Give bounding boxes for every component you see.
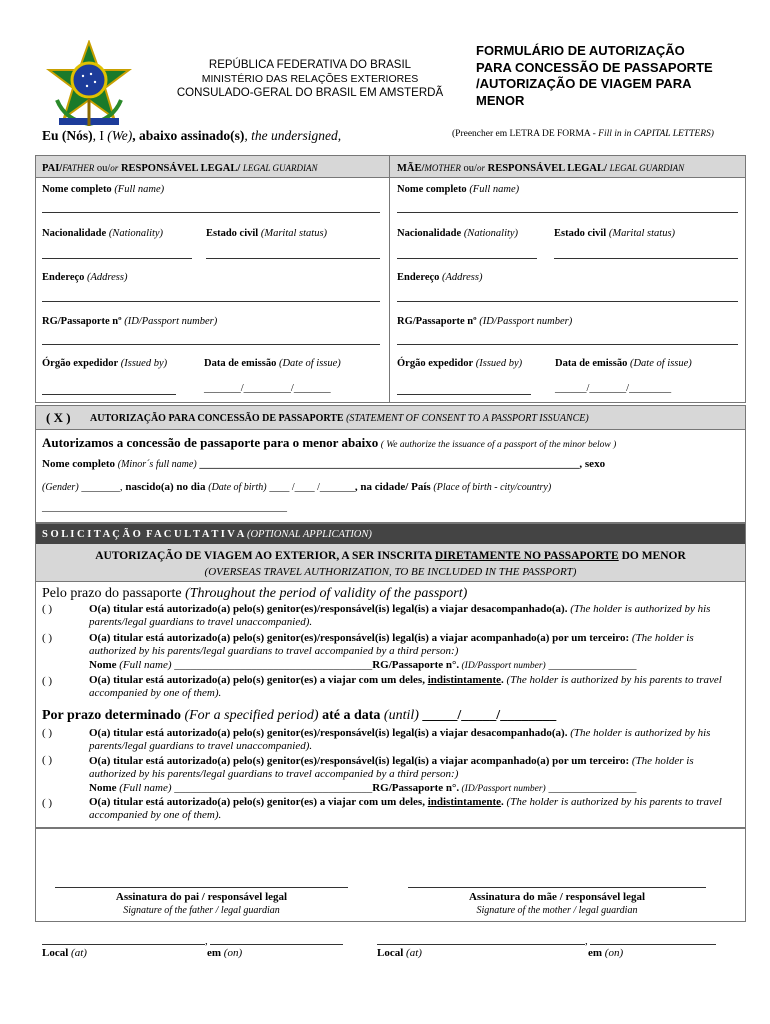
father-guardian-pt: RESPONSÁVEL LEGAL/ <box>118 163 243 174</box>
parents-divider <box>389 156 390 402</box>
optional-title-c: DO MENOR <box>618 550 686 562</box>
birthdate-field[interactable]: ____ /____ /_______ <box>269 482 355 493</box>
consulate-label: CONSULADO-GERAL DO BRASIL EM AMSTERDÃ <box>176 87 444 99</box>
consulate-header <box>150 58 470 100</box>
p2o2-pt: O(a) titular está autorizado(a) pelo(s) genitor(es)/responsável(is) legal(is) a viajar acompanhado(a) por um terceiro: <box>89 755 630 767</box>
mother-name-en: (Full name) <box>466 184 520 195</box>
father-heading-en: FATHER <box>62 163 95 173</box>
father-nat-en: (Nationality) <box>106 228 164 239</box>
father-address-field[interactable] <box>42 301 380 302</box>
p2o2-en: (The holder is authorized by his parents/legal guardians to travel accompanied by a third person:) <box>89 755 694 780</box>
mother-date-sign-field[interactable] <box>590 944 716 945</box>
authorize-statement <box>42 435 616 451</box>
mother-local-en: (at) <box>403 947 422 959</box>
p1o3-pt-c: . <box>501 674 504 686</box>
father-civil-field[interactable] <box>206 258 380 259</box>
mother-heading <box>397 163 684 174</box>
ministry-label: MINISTÉRIO DAS RELAÇÕES EXTERIORES <box>201 73 419 85</box>
city-pt: , na cidade/ País <box>354 481 431 493</box>
p2o1-en: (The holder is authorized by his parents/legal guardians to travel unaccompanied). <box>89 727 711 752</box>
passport-title <box>90 413 589 424</box>
form-title-line-2: PARA CONCESSÃO DE PASSAPORTE <box>476 59 713 75</box>
father-addr-en: (Address) <box>84 272 128 283</box>
p1o3-pt-a: O(a) titular está autorizado(a) pelo(s) genitor(es) a viajar com um deles, <box>89 674 428 686</box>
minor-birth-row <box>42 481 742 493</box>
minor-name-pt: Nome completo <box>42 458 116 470</box>
p2-third-name-en: (Full name) <box>116 782 172 794</box>
father-local-en: (at) <box>68 947 87 959</box>
period1-third-person-row <box>89 659 636 673</box>
born-en: (Date of birth) <box>208 482 267 493</box>
p1-third-id-pt: RG/Passaporte n°. <box>372 659 460 671</box>
born-pt: nascido(a) no dia <box>125 481 206 493</box>
father-em-pt: em <box>207 947 222 959</box>
passport-title-en: (STATEMENT OF CONSENT TO A PASSPORT ISSUANCE) <box>343 413 589 424</box>
mother-guardian-en: LEGAL GUARDIAN <box>609 163 685 173</box>
period1-opt1-checkbox[interactable]: ( ) <box>42 603 53 615</box>
optional-title-pt <box>36 550 745 562</box>
father-addr-pt: Endereço <box>42 272 85 283</box>
period2-opt3-text <box>89 796 742 822</box>
father-issuer-field[interactable] <box>42 394 176 395</box>
period2-third-person-row <box>89 782 636 796</box>
mother-issuer-pt: Órgão expedidor <box>397 358 474 369</box>
period2-until: até a data <box>322 708 381 723</box>
p1o3-pt-b: indistintamente <box>427 674 502 686</box>
period1-opt3-checkbox[interactable]: ( ) <box>42 675 53 687</box>
father-local-field[interactable] <box>42 944 205 945</box>
fill-note-pt: (Preencher em LETRA DE FORMA - <box>452 129 599 139</box>
father-id-en: (ID/Passport number) <box>121 316 218 327</box>
period1-pt: Pelo prazo do passaporte <box>42 586 182 601</box>
mother-id-pt: RG/Passaporte nº <box>397 316 477 327</box>
mother-civil-label <box>554 228 675 239</box>
father-date-pt: Data de emissão <box>204 358 277 369</box>
father-signature-field[interactable] <box>55 887 348 888</box>
passport-title-pt: AUTORIZAÇÃO PARA CONCESSÃO DE PASSAPORTE <box>90 413 344 424</box>
father-local-comma: , <box>205 935 208 947</box>
father-id-field[interactable] <box>42 344 380 345</box>
mother-issuer-field[interactable] <box>397 394 531 395</box>
fill-note <box>452 129 714 139</box>
mother-nationality-label <box>397 228 518 239</box>
period2-en: (For a specified period) <box>180 708 323 723</box>
p1-third-id-en: (ID/Passport number) <box>459 661 546 671</box>
father-em-label <box>207 947 242 959</box>
mother-address-field[interactable] <box>397 301 738 302</box>
mother-em-label <box>588 947 623 959</box>
mother-nationality-field[interactable] <box>397 258 537 259</box>
optional-heading-pt: S O L I C I T A Ç Ã O F A C U L T A T I V A <box>42 529 245 540</box>
father-date-en: (Date of issue) <box>276 358 341 369</box>
mother-address-label <box>397 272 482 283</box>
father-issuer-pt: Órgão expedidor <box>42 358 119 369</box>
p2-third-name-pt: Nome <box>89 782 117 794</box>
p1o1-en: (The holder is authorized by his parents/legal guardians to travel unaccompanied). <box>89 603 711 628</box>
mother-date-field[interactable]: ______/_______/________ <box>555 383 672 394</box>
mother-heading-en: MOTHER <box>424 163 461 173</box>
mother-issuer-en: (Issued by) <box>473 358 523 369</box>
period2-opt2-checkbox[interactable]: ( ) <box>42 754 53 766</box>
mother-date-pt: Data de emissão <box>555 358 628 369</box>
intro-undersigned-pt: , abaixo assinado(s) <box>132 128 245 143</box>
mother-id-field[interactable] <box>397 344 738 345</box>
optional-heading-en: (OPTIONAL APPLICATION) <box>244 529 372 540</box>
p2o3-pt-c: . <box>501 796 504 808</box>
father-civil-pt: Estado civil <box>206 228 259 239</box>
mother-or-en: or <box>476 163 485 173</box>
period2-pt: Por prazo determinado <box>42 708 181 723</box>
p2o3-pt-a: O(a) titular está autorizado(a) pelo(s) genitor(es) a viajar com um deles, <box>89 796 428 808</box>
form-title <box>476 43 746 109</box>
father-name-field[interactable] <box>42 212 380 213</box>
father-id-pt: RG/Passaporte nº <box>42 316 122 327</box>
city-en: (Place of birth - city/country) <box>433 482 552 493</box>
father-heading <box>42 163 317 174</box>
p2-third-id-pt: RG/Passaporte n°. <box>372 782 460 794</box>
intro-we: (We) <box>107 128 133 143</box>
period1-opt2-text <box>89 632 742 658</box>
mother-id-label <box>397 316 572 327</box>
period1-heading <box>42 586 467 602</box>
period2-until-en: (until) <box>380 708 419 723</box>
mother-addr-pt: Endereço <box>397 272 440 283</box>
father-name-pt: Nome completo <box>42 184 112 195</box>
father-local-label <box>42 947 87 959</box>
p2o3-pt-b: indistintamente <box>427 796 502 808</box>
passport-check-mark[interactable]: ( X ) <box>46 410 71 425</box>
p1-third-name-pt: Nome <box>89 659 117 671</box>
mother-id-en: (ID/Passport number) <box>476 316 573 327</box>
mother-name-label <box>397 184 519 195</box>
optional-title-b: DIRETAMENTE NO PASSAPORTE <box>434 550 619 562</box>
father-date-sign-field[interactable] <box>210 944 343 945</box>
mother-local-comma: , <box>585 935 588 947</box>
period2-opt1-checkbox[interactable]: ( ) <box>42 727 53 739</box>
optional-title-a: AUTORIZAÇÃO DE VIAGEM AO EXTERIOR, A SER INSCRITA <box>95 550 435 562</box>
p1o1-pt: O(a) titular está autorizado(a) pelo(s) genitor(es)/responsável(is) legal(is) a viajar desacompanhado(a). <box>89 603 568 615</box>
father-issuer-label <box>42 358 167 369</box>
gender-en: (Gender) <box>42 482 79 493</box>
authorize-pt: Autorizamos a concessão de passaporte para o menor abaixo <box>42 435 379 450</box>
mother-signature-field[interactable] <box>408 887 706 888</box>
period2-opt1-text <box>89 727 742 753</box>
father-or-en: or <box>110 163 119 173</box>
father-heading-pt: PAI/ <box>42 163 63 174</box>
father-nat-pt: Nacionalidade <box>42 228 107 239</box>
p1o3-en: (The holder is authorized by his parents to travel accompanied by one of them). <box>89 674 722 699</box>
p1-third-name-en: (Full name) <box>116 659 172 671</box>
mother-date-en: (Date of issue) <box>627 358 692 369</box>
intro-statement <box>42 128 341 144</box>
form-title-line-1: FORMULÁRIO DE AUTORIZAÇÃO <box>476 43 685 58</box>
mother-civil-en: (Marital status) <box>606 228 676 239</box>
period2-opt3-checkbox[interactable]: ( ) <box>42 797 53 809</box>
republic-label: REPÚBLICA FEDERATIVA DO BRASIL <box>208 59 412 71</box>
mother-guardian-pt: RESPONSÁVEL LEGAL/ <box>484 163 610 174</box>
mother-nat-en: (Nationality) <box>461 228 519 239</box>
period2-date-field[interactable]: _____/_____/________ <box>418 708 557 723</box>
p1-third-name-field[interactable]: ____________________________________ <box>171 659 373 671</box>
father-id-label <box>42 316 217 327</box>
mother-date-label <box>555 358 692 369</box>
mother-civil-pt: Estado civil <box>554 228 607 239</box>
mother-signature-label: Assinatura do mãe / responsável legal <box>468 891 646 903</box>
mother-issuer-label <box>397 358 522 369</box>
period1-opt3-text <box>89 674 742 700</box>
father-name-en: (Full name) <box>111 184 165 195</box>
mother-heading-pt: MÃE/ <box>397 163 425 174</box>
father-date-label <box>204 358 341 369</box>
form-title-line-4: MENOR <box>476 92 525 108</box>
father-date-field[interactable]: _______/_________/_______ <box>204 383 331 394</box>
gender-field[interactable]: _______, <box>81 481 123 493</box>
father-nationality-field[interactable] <box>42 258 192 259</box>
father-signature-label: Assinatura do pai / responsável legal <box>115 891 288 903</box>
father-signature-label-en: Signature of the father / legal guardian <box>123 905 280 916</box>
period1-opt1-text <box>89 603 742 629</box>
father-address-label <box>42 272 127 283</box>
mother-nat-pt: Nacionalidade <box>397 228 462 239</box>
father-or: ou/ <box>94 163 111 174</box>
father-guardian-en: LEGAL GUARDIAN <box>242 163 318 173</box>
minor-name-row <box>42 458 742 470</box>
father-name-label <box>42 184 164 195</box>
p1-third-id-field[interactable]: ________________ <box>545 659 637 671</box>
p2-third-name-field[interactable]: ____________________________________ <box>171 782 373 794</box>
period1-opt2-checkbox[interactable]: ( ) <box>42 632 53 644</box>
mother-or: ou/ <box>460 163 477 174</box>
father-local-pt: Local <box>42 947 69 959</box>
intro-sep: , I <box>92 128 108 143</box>
period2-opt2-text <box>89 755 742 781</box>
p1o2-en: (The holder is authorized by his parents/legal guardians to travel accompanied by a third person:) <box>89 632 694 657</box>
fill-note-en: Fill in in CAPITAL LETTERS) <box>598 129 714 139</box>
mother-civil-field[interactable] <box>554 258 738 259</box>
optional-heading <box>42 529 372 540</box>
optional-title-en: (OVERSEAS TRAVEL AUTHORIZATION, TO BE INCLUDED IN THE PASSPORT) <box>204 566 577 578</box>
father-em-en: (on) <box>221 947 243 959</box>
form-title-line-3: /AUTORIZAÇÃO DE VIAGEM PARA <box>476 76 692 91</box>
minor-name-field[interactable]: ____________________________________________________________________________ <box>199 459 580 470</box>
mother-local-label <box>377 947 422 959</box>
p2-third-id-field[interactable]: ________________ <box>545 782 637 794</box>
minor-name-en: (Minor´s full name) <box>117 459 197 470</box>
brazil-coat-of-arms-icon <box>45 40 133 130</box>
father-civil-label <box>206 228 327 239</box>
mother-name-field[interactable] <box>397 212 738 213</box>
father-civil-en: (Marital status) <box>258 228 328 239</box>
father-nationality-label <box>42 228 163 239</box>
p1o2-pt: O(a) titular está autorizado(a) pelo(s) genitor(es)/responsável(is) legal(is) a viajar acompanhado(a) por um terceiro: <box>89 632 630 644</box>
intro-pt: Eu (Nós) <box>42 128 93 143</box>
period1-en: (Throughout the period of validity of the passport) <box>181 586 468 601</box>
mother-addr-en: (Address) <box>439 272 483 283</box>
mother-name-pt: Nome completo <box>397 184 467 195</box>
mother-local-field[interactable] <box>377 944 585 945</box>
mother-signature-label-en: Signature of the mother / legal guardian <box>476 905 638 916</box>
mother-em-pt: em <box>588 947 603 959</box>
intro-undersigned-en: , the undersigned, <box>244 128 342 143</box>
period2-heading <box>42 708 556 724</box>
birthplace-field[interactable]: _________________________________________________ <box>42 502 287 513</box>
p2o1-pt: O(a) titular está autorizado(a) pelo(s) genitor(es)/responsável(is) legal(is) a viajar desacompanhado(a). <box>89 727 568 739</box>
mother-em-en: (on) <box>602 947 624 959</box>
authorize-en: ( We authorize the issuance of a passport of the minor below ) <box>378 440 617 450</box>
mother-local-pt: Local <box>377 947 404 959</box>
father-issuer-en: (Issued by) <box>118 358 168 369</box>
minor-sex-label: , sexo <box>579 458 606 470</box>
p2o3-en: (The holder is authorized by his parents to travel accompanied by one of them). <box>89 796 722 821</box>
p2-third-id-en: (ID/Passport number) <box>459 784 546 794</box>
